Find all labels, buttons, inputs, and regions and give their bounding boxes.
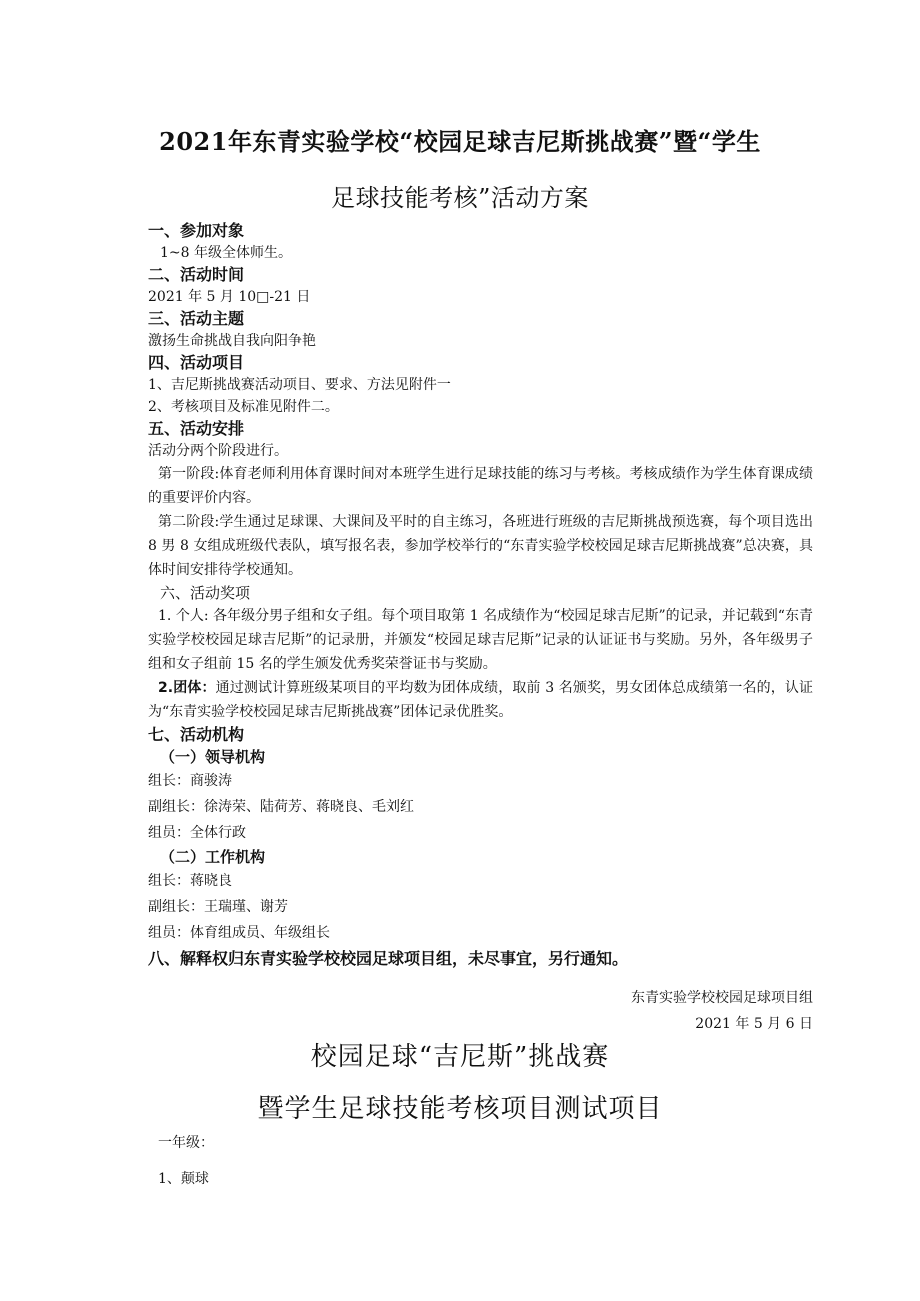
signature-organization: 东青实验学校校园足球项目组 (631, 990, 813, 1006)
section-8-heading: 八、解释权归东青实验学校校园足球项目组，未尽事宜，另行通知。 (148, 949, 629, 968)
section-7-sub-2-members: 组员：体育组成员、年级组长 (148, 925, 330, 941)
section-6-paragraph-2-lead: 2.团体： (158, 680, 216, 696)
section-6-paragraph-2-text: 通过测试计算班级某项目的平均数为团体成绩，取前 3 名颁奖，男女团体总成绩第一名的，认证为“东青实验学校校园足球吉尼斯挑战赛”团体记录优胜奖。 (148, 680, 813, 720)
section-7-sub-2-deputy: 副组长：王瑞瑾、谢芳 (148, 899, 288, 915)
grade-label: 一年级： (158, 1135, 214, 1151)
appendix-title-line-2: 暨学生足球技能考核项目测试项目 (257, 1094, 663, 1124)
document-title-line-1: 2021年东青实验学校“校园足球吉尼斯挑战赛”暨“学生 (159, 127, 761, 156)
section-7-sub-1-leader: 组长：商骏涛 (148, 773, 232, 789)
section-1-text: 1~8 年级全体师生。 (160, 245, 292, 261)
section-5-paragraph-1: 第一阶段:体育老师利用体育课时间对本班学生进行足球技能的练习与考核。考核成绩作为学生体育课成绩的重要评价内容。 (148, 466, 813, 506)
appendix-title-line-1: 校园足球“吉尼斯”挑战赛 (310, 1042, 610, 1072)
section-7-sub-1-heading: （一）领导机构 (160, 748, 266, 766)
section-6-paragraph-1: 1. 个人: 各年级分男子组和女子组。每个项目取第 1 名成绩作为“校园足球吉尼斯”的记录，并记载到“东青实验学校校园足球吉尼斯”的记录册，并颁发“校园足球吉尼斯”记录的认证证书与奖励。另外，各年级男子组和女子组前 15 名的学生颁发优秀奖荣誉证书与奖励。 (148, 608, 813, 672)
section-4-item-2: 2、考核项目及标准见附件二。 (148, 399, 339, 415)
section-3-heading: 三、活动主题 (148, 309, 245, 328)
section-7-sub-2-heading: （二）工作机构 (160, 848, 266, 866)
section-7-sub-2-leader: 组长：蒋晓良 (148, 873, 232, 889)
section-1-heading: 一、参加对象 (148, 221, 245, 240)
document-title-line-2: 足球技能考核”活动方案 (331, 184, 589, 212)
section-6-paragraph-2 (148, 676, 813, 724)
section-7-sub-1-members: 组员：全体行政 (148, 825, 246, 841)
section-7-heading: 七、活动机构 (148, 725, 245, 744)
section-4-heading: 四、活动项目 (148, 353, 245, 372)
plan-body (148, 220, 813, 972)
test-item-1: 1、颠球 (158, 1171, 209, 1187)
section-5-heading: 五、活动安排 (148, 419, 245, 438)
section-7-sub-1-deputy: 副组长：徐涛荣、陆荷芳、蒋晓良、毛刘红 (148, 799, 414, 815)
section-3-text: 激扬生命挑战自我向阳争艳 (148, 333, 316, 349)
section-2-heading: 二、活动时间 (148, 265, 245, 284)
section-5-intro: 活动分两个阶段进行。 (148, 443, 288, 459)
section-6-heading: 六、活动奖项 (160, 584, 251, 602)
signature-date: 2021 年 5 月 6 日 (695, 1016, 813, 1032)
section-5-paragraph-2: 第二阶段:学生通过足球课、大课间及平时的自主练习，各班进行班级的吉尼斯挑战预选赛，每个项目选出 8 男 8 女组成班级代表队，填写报名表，参加学校举行的“东青实验学校校园足球吉尼斯挑战赛”总决赛，具体时间安排待学校通知。 (148, 514, 813, 578)
section-2-text: 2021 年 5 月 10□-21 日 (148, 289, 311, 305)
section-4-item-1: 1、吉尼斯挑战赛活动项目、要求、方法见附件一 (148, 377, 451, 393)
